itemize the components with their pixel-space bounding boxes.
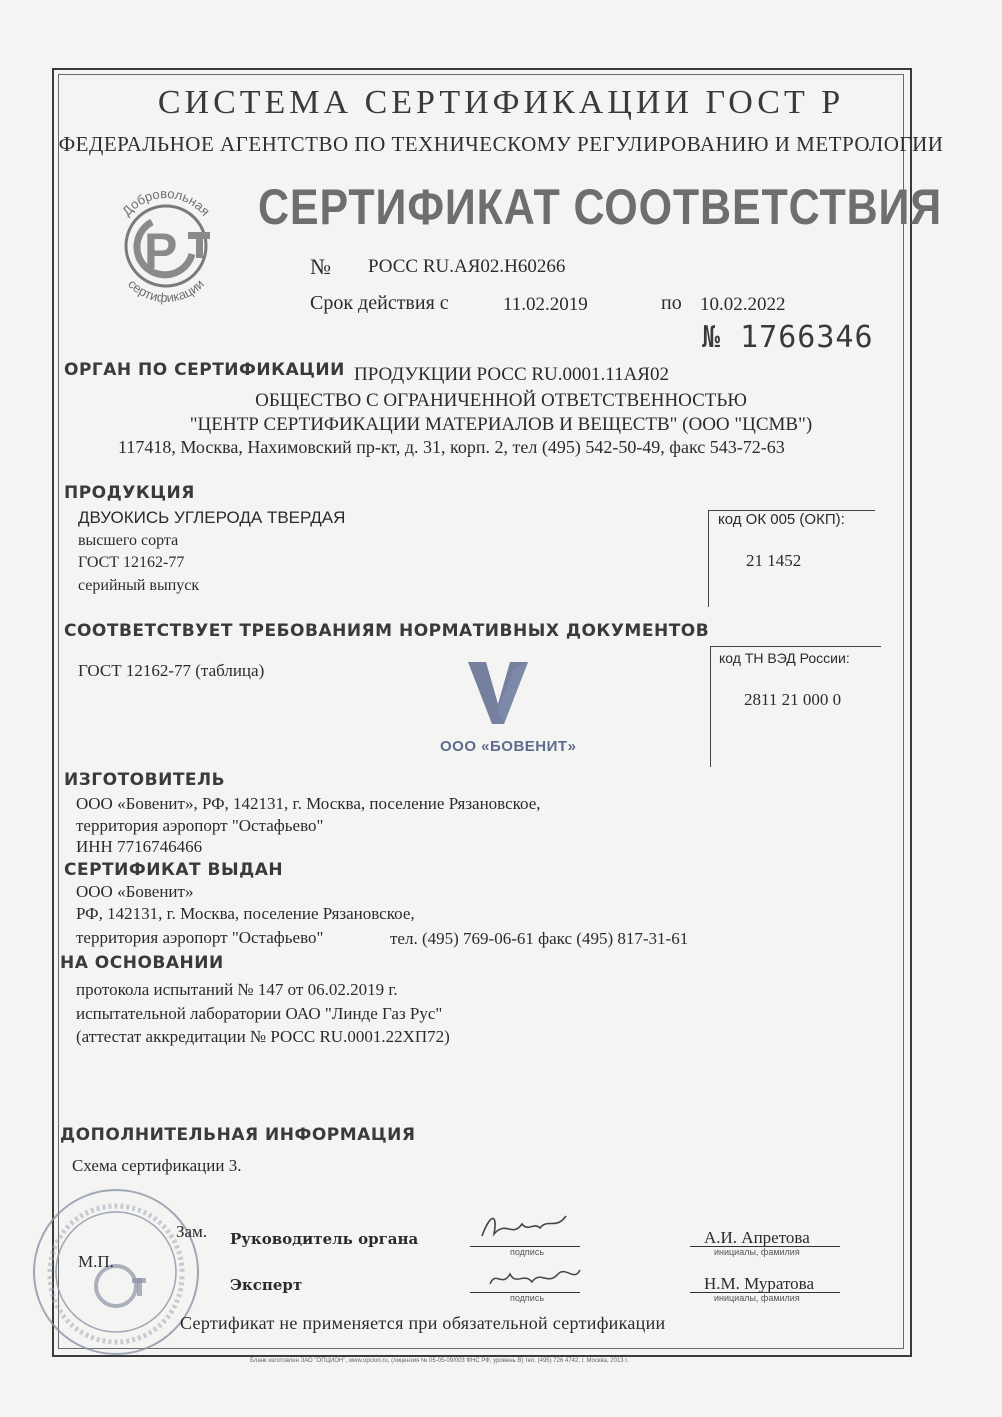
additional-line1: Схема сертификации 3. xyxy=(72,1156,242,1175)
manufacturer-line3: ИНН 7716746466 xyxy=(76,837,203,856)
blank-number: № 1766346 xyxy=(702,320,874,355)
zam-label: Зам. xyxy=(176,1222,208,1241)
round-stamp xyxy=(30,1186,202,1358)
logo-bottom-text: сертификации xyxy=(125,276,207,306)
product-heading: ПРОДУКЦИЯ xyxy=(64,483,195,503)
head-sign-caption: подпись xyxy=(510,1247,545,1257)
cert-body-line4: 117418, Москва, Нахимовский пр-кт, д. 31, корп. 2, тел (495) 542-50-49, факс 543-72-63 xyxy=(118,437,785,457)
agency-title: ФЕДЕРАЛЬНОЕ АГЕНТСТВО ПО ТЕХНИЧЕСКОМУ РЕГУЛИРОВАНИЮ И МЕТРОЛОГИИ xyxy=(58,132,944,156)
basis-line1: протокола испытаний № 147 от 06.02.2019 г. xyxy=(76,980,398,999)
tnved-label: код ТН ВЭД России: xyxy=(719,650,850,666)
basis-heading: НА ОСНОВАНИИ xyxy=(60,953,224,973)
product-name: ДВУОКИСЬ УГЛЕРОДА ТВЕРДАЯ xyxy=(78,508,346,527)
expert-name: Н.М. Муратова xyxy=(704,1274,814,1293)
expert-signature xyxy=(484,1260,584,1294)
issued-heading: СЕРТИФИКАТ ВЫДАН xyxy=(64,860,284,880)
okp-value: 21 1452 xyxy=(746,551,802,570)
manufacturer-heading: ИЗГОТОВИТЕЛЬ xyxy=(64,770,226,790)
expert-label: Эксперт xyxy=(230,1276,303,1294)
basis-line2: испытательной лаборатории ОАО "Линде Газ Рус" xyxy=(76,1004,443,1023)
issued-line2: РФ, 142131, г. Москва, поселение Рязановское, xyxy=(76,904,415,923)
svg-text:Добровольная xyxy=(119,186,213,219)
manufacturer-line1: ООО «Бовенит», РФ, 142131, г. Москва, поселение Рязановское, xyxy=(76,794,541,813)
basis-line3: (аттестат аккредитации № РОСС RU.0001.22ХП72) xyxy=(76,1027,450,1046)
to-label: по xyxy=(661,292,682,314)
product-grade: высшего сорта xyxy=(78,532,179,549)
printer-note: Бланк изготовлен ЗАО "ОПЦИОН", www.opcion.ru, (лицензия № 05-05-09/003 ФНС РФ, уровень В) тел. (495) 726 4742, г. Москва, 2013 г. xyxy=(250,1358,629,1364)
head-label: Руководитель органа xyxy=(230,1230,419,1248)
cert-body-line3: "ЦЕНТР СЕРТИФИКАЦИИ МАТЕРИАЛОВ И ВЕЩЕСТВ" (ООО "ЦСМВ") xyxy=(189,414,813,435)
cert-body-heading: ОРГАН ПО СЕРТИФИКАЦИИ xyxy=(64,360,345,380)
expert-sign-caption: подпись xyxy=(510,1293,545,1303)
logo-top-text: Добровольная xyxy=(119,185,214,219)
footer-note: Сертификат не применяется при обязательной сертификации xyxy=(180,1313,666,1333)
number-sign: № xyxy=(310,254,331,279)
bovenit-logo xyxy=(464,660,534,726)
gost-r-logo xyxy=(100,176,232,308)
issued-phone: тел. (495) 769-06-61 факс (495) 817-31-61 xyxy=(390,929,689,948)
svg-text:P: P xyxy=(144,223,178,279)
product-release: серийный выпуск xyxy=(78,577,200,594)
system-title: СИСТЕМА СЕРТИФИКАЦИИ ГОСТ Р xyxy=(157,84,845,121)
tnved-value: 2811 21 000 0 xyxy=(744,690,842,709)
certificate-number: РОСС RU.АЯ02.Н60266 xyxy=(368,256,566,277)
additional-heading: ДОПОЛНИТЕЛЬНАЯ ИНФОРМАЦИЯ xyxy=(60,1125,416,1145)
okp-label: код ОК 005 (ОКП): xyxy=(718,511,845,528)
head-name: А.И. Апретова xyxy=(704,1228,810,1247)
cert-body-line1: ПРОДУКЦИИ РОСС RU.0001.11АЯ02 xyxy=(354,364,669,385)
mp-label: М.П. xyxy=(78,1252,114,1271)
watermark-company: ООО «БОВЕНИТ» xyxy=(440,738,577,755)
expert-name-caption: инициалы, фамилия xyxy=(714,1293,800,1303)
conformity-heading: СООТВЕТСТВУЕТ ТРЕБОВАНИЯМ НОРМАТИВНЫХ ДОКУМЕНТОВ xyxy=(64,621,710,641)
valid-from: 11.02.2019 xyxy=(503,294,588,315)
certificate-title: СЕРТИФИКАТ СООТВЕТСТВИЯ xyxy=(258,179,943,235)
svg-text:сертификации xyxy=(125,276,207,305)
manufacturer-line2: территория аэропорт "Остафьево" xyxy=(76,816,324,835)
issued-line1: ООО «Бовенит» xyxy=(76,882,194,901)
product-standard: ГОСТ 12162-77 xyxy=(78,554,185,571)
valid-to: 10.02.2022 xyxy=(700,294,786,315)
head-signature xyxy=(476,1208,572,1248)
head-name-caption: инициалы, фамилия xyxy=(714,1247,800,1257)
conformity-doc: ГОСТ 12162-77 (таблица) xyxy=(78,661,265,680)
issued-line3: территория аэропорт "Остафьево" xyxy=(76,928,324,947)
cert-body-line2: ОБЩЕСТВО С ОГРАНИЧЕННОЙ ОТВЕТСТВЕННОСТЬЮ xyxy=(255,390,747,411)
validity-label: Срок действия с xyxy=(310,292,449,314)
